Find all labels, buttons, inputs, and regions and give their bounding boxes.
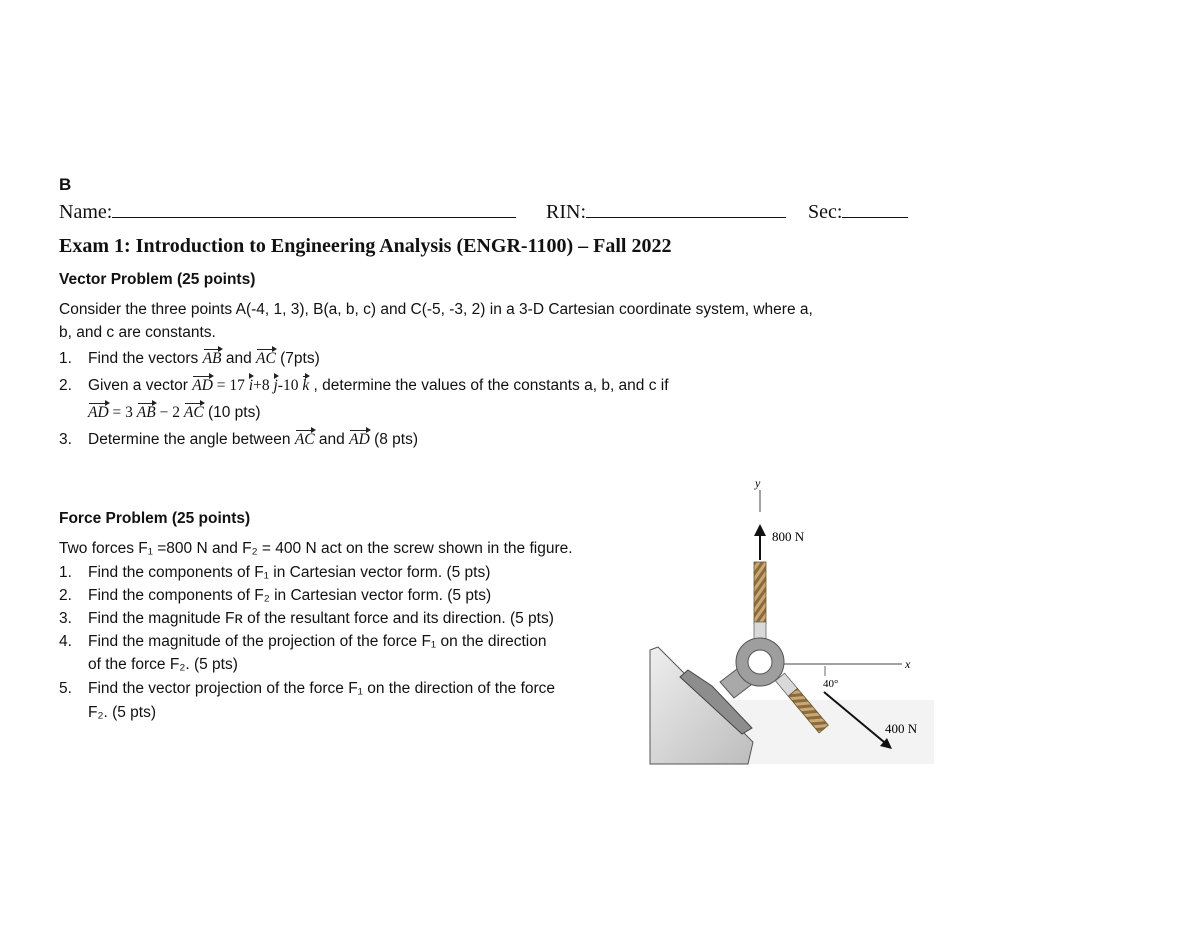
q2-l2-minus: − 2 xyxy=(155,404,184,421)
eye-ring-hole xyxy=(748,650,772,674)
exam-version: B xyxy=(59,175,72,194)
force-800n-label: 800 N xyxy=(772,529,805,544)
force-q4-text: Find the magnitude of the projection of the force F₁ on the direction xyxy=(88,633,547,650)
vector-question-2-line2 xyxy=(88,404,261,422)
force-q2-text: Find the components of F₂ in Cartesian vector form. (5 pts) xyxy=(88,587,492,604)
vector-question-2 xyxy=(59,377,669,395)
q2-l2-eq: = 3 xyxy=(108,404,137,421)
force-problem-heading: Force Problem (25 points) xyxy=(59,510,251,527)
force-q1-text: Find the components of F₁ in Cartesian vector form. (5 pts) xyxy=(88,564,491,581)
q3-text: Determine the angle between xyxy=(88,431,295,448)
force-800n-arrowhead xyxy=(754,524,766,536)
vector-ab-2: AB xyxy=(136,404,156,421)
vector-ac-2: AC xyxy=(183,404,204,421)
unit-j: j xyxy=(273,377,278,394)
vector-ac-3: AC xyxy=(294,431,315,448)
force-question-1 xyxy=(59,564,490,582)
vector-intro-line2: b, and c are constants. xyxy=(59,324,216,341)
name-blank[interactable] xyxy=(112,217,516,218)
vector-intro-line1: Consider the three points A(-4, 1, 3), B(a, b, c) and C(-5, -3, 2) in a 3-D Cartesian coordinate system, where a, xyxy=(59,301,813,318)
name-field xyxy=(59,201,516,224)
y-axis-label: y xyxy=(755,476,761,490)
sec-label: Sec: xyxy=(808,201,843,223)
screw-force-figure xyxy=(648,472,938,767)
sec-blank[interactable] xyxy=(842,217,908,218)
force-question-5-line2: F₂. (5 pts) xyxy=(88,704,157,721)
q2-number: 2. xyxy=(59,377,72,394)
force-q3-number: 3. xyxy=(59,610,72,627)
vector-question-1 xyxy=(59,350,320,368)
q2-plus8: +8 xyxy=(253,377,274,394)
vector-ad-2: AD xyxy=(88,404,109,421)
force-q2-number: 2. xyxy=(59,587,72,604)
q1-and: and xyxy=(221,350,256,367)
force-q5-number: 5. xyxy=(59,680,72,697)
rin-field xyxy=(546,201,786,224)
force-question-4 xyxy=(59,633,546,651)
vector-ad: AD xyxy=(192,377,213,394)
q2-minus10: -10 xyxy=(277,377,303,394)
force-400n-label: 400 N xyxy=(885,721,918,736)
force-q1-number: 1. xyxy=(59,564,72,581)
vector-question-3 xyxy=(59,431,418,449)
force-question-3 xyxy=(59,610,554,628)
force-question-2 xyxy=(59,587,491,605)
unit-k: k xyxy=(302,377,310,394)
q3-number: 3. xyxy=(59,431,72,448)
force-q5-text: Find the vector projection of the force F₁ on the direction of the force xyxy=(88,680,556,697)
sec-field xyxy=(808,201,908,224)
rin-blank[interactable] xyxy=(586,217,786,218)
name-label: Name: xyxy=(59,201,113,223)
force-question-5 xyxy=(59,680,555,698)
rope-sleeve-800n xyxy=(754,622,766,640)
exam-title: Exam 1: Introduction to Engineering Analysis (ENGR-1100) – Fall 2022 xyxy=(59,235,672,257)
q2-eq: = 17 xyxy=(212,377,249,394)
vector-ac: AC xyxy=(256,350,276,367)
angle-label: 40° xyxy=(823,678,839,690)
unit-i: i xyxy=(248,377,254,394)
q1-text: Find the vectors xyxy=(88,350,203,367)
q3-points: (8 pts) xyxy=(369,431,419,448)
q1-points: (7pts) xyxy=(275,350,320,367)
vector-ad-3: AD xyxy=(349,431,370,448)
q2-post: , determine the values of the constants a, b, and c if xyxy=(309,377,669,394)
q2-text: Given a vector xyxy=(88,377,193,394)
force-question-4-line2: of the force F₂. (5 pts) xyxy=(88,656,238,673)
force-q3-text: Find the magnitude Fʀ of the resultant force and its direction. (5 pts) xyxy=(88,610,554,627)
q3-and: and xyxy=(314,431,350,448)
q1-number: 1. xyxy=(59,350,72,367)
vector-problem-heading: Vector Problem (25 points) xyxy=(59,271,256,288)
rope-800n xyxy=(754,562,766,624)
x-axis-label: x xyxy=(905,657,911,671)
q2-l2-points: (10 pts) xyxy=(203,404,261,421)
vector-ab: AB xyxy=(202,350,222,367)
force-intro: Two forces F₁ =800 N and F₂ = 400 N act on the screw shown in the figure. xyxy=(59,540,573,557)
force-q4-number: 4. xyxy=(59,633,72,650)
rin-label: RIN: xyxy=(546,201,586,223)
